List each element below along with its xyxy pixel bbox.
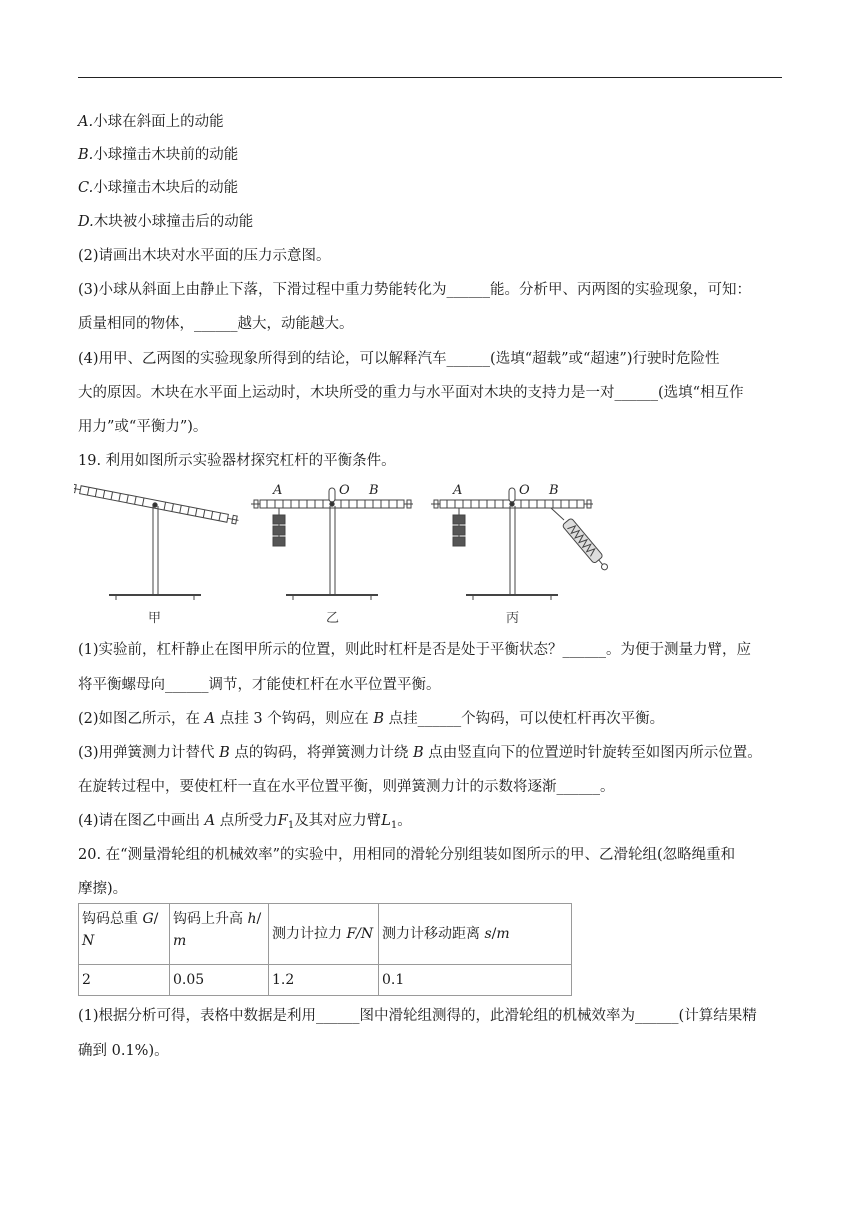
label-o-yi: O [339, 483, 350, 498]
cell-distance: 0.1 [379, 965, 572, 996]
q19-part-4: (4)请在图乙中画出 A 点所受力$F_1$及其对应力臂$L_1$。 [78, 813, 412, 831]
q18-option-b: B.小球撞击木块前的动能 [78, 147, 239, 163]
q20-title-line-1: 20. 在“测量滑轮组的机械效率”的实验中，用相同的滑轮分别组装如图所示的甲、乙滑轮组(忽略绳重和 [78, 847, 736, 863]
cell-height: 0.05 [170, 965, 269, 996]
q20-part-1-line-1: (1)根据分析可得，表格中数据是利用______图中滑轮组测得的，此滑轮组的机械效率为______(计算结果精 [78, 1008, 757, 1024]
q20-part-1-line-2: 确到 0.1%)。 [78, 1043, 169, 1059]
table-row [79, 965, 572, 996]
q18-option-d: D.木块被小球撞击后的动能 [78, 214, 254, 230]
q18-part-4-line-2: 大的原因。木块在水平面上运动时，木块所受的重力与水平面对木块的支持力是一对______(选填“相互作 [78, 385, 744, 401]
header-weight: 钩码总重 G/ N [79, 904, 170, 965]
caption-bing: 丙 [506, 611, 520, 626]
lever-figure-yi [251, 488, 413, 600]
data-table [78, 903, 572, 996]
lever-figure-jia [74, 484, 239, 600]
q19-part-3-line-1: (3)用弹簧测力计替代 B 点的钩码，将弹簧测力计绕 B 点由竖直向下的位置逆时针旋转至如图丙所示位置。 [78, 745, 762, 761]
q18-option-c: C.小球撞击木块后的动能 [78, 180, 239, 196]
header-distance: 测力计移动距离 s/m [379, 904, 572, 965]
q18-part-3-line-1: (3)小球从斜面上由静止下落，下滑过程中重力势能转化为______能。分析甲、丙两图的实验现象，可知： [78, 282, 752, 298]
q20-title-line-2: 摩擦)。 [78, 881, 128, 897]
q19-title: 19. 利用如图所示实验器材探究杠杆的平衡条件。 [78, 453, 396, 469]
header-height: 钩码上升高 h/ m [170, 904, 269, 965]
q19-part-1-line-2: 将平衡螺母向______调节，才能使杠杆在水平位置平衡。 [78, 677, 441, 693]
table-header-row [79, 904, 572, 965]
label-a-yi: A [273, 483, 283, 498]
label-o-bing: O [519, 483, 530, 498]
q18-part-2: (2)请画出木块对水平面的压力示意图。 [78, 248, 331, 264]
lever-figure-bing [431, 488, 611, 600]
lever-figure [74, 478, 754, 628]
cell-weight: 2 [79, 965, 170, 996]
q19-part-2: (2)如图乙所示，在 A 点挂 3 个钩码，则应在 B 点挂______个钩码，可以使杠杆再次平衡。 [78, 711, 665, 727]
q18-part-3-line-2: 质量相同的物体，______越大，动能越大。 [78, 316, 354, 332]
label-b-bing: B [549, 483, 559, 498]
cell-force: 1.2 [269, 965, 379, 996]
q18-option-a: A.小球在斜面上的动能 [78, 114, 224, 130]
header-rule [78, 77, 782, 78]
label-b-yi: B [369, 483, 379, 498]
q18-part-4-line-3: 用力”或“平衡力”)。 [78, 419, 208, 435]
header-force: 测力计拉力 F/N [269, 904, 379, 965]
label-a-bing: A [453, 483, 463, 498]
caption-yi: 乙 [326, 611, 340, 626]
q19-part-1-line-1: (1)实验前，杠杆静止在图甲所示的位置，则此时杠杆是否是处于平衡状态？______。为便于测量力臂，应 [78, 642, 752, 658]
q19-part-3-line-2: 在旋转过程中，要使杠杆一直在水平位置平衡，则弹簧测力计的示数将逐渐______。 [78, 779, 615, 795]
q18-part-4-line-1: (4)用甲、乙两图的实验现象所得到的结论，可以解释汽车______(选填“超载”或“超速”)行驶时危险性 [78, 351, 720, 367]
caption-jia: 甲 [148, 611, 162, 626]
